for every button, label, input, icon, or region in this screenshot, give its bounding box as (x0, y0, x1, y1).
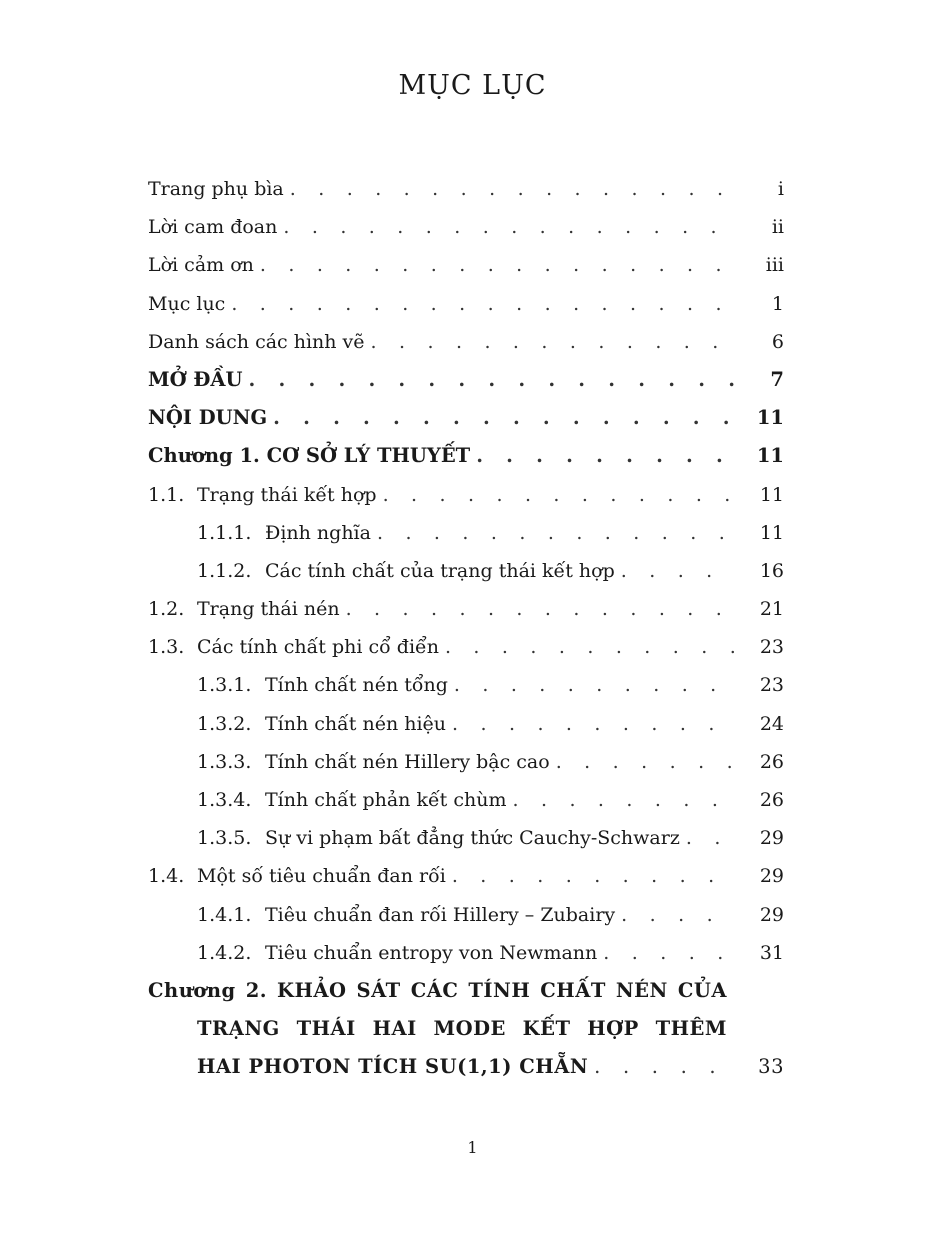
page-number: 1 (771, 292, 784, 315)
page-number: 31 (759, 941, 784, 964)
leader-dots (476, 437, 736, 475)
toc-entry[interactable] (148, 705, 784, 743)
table-of-contents (148, 170, 784, 1087)
toc-entry[interactable] (148, 514, 784, 552)
entry-title: Sự vi phạm bất đẳng thức Cauchy-Schwarz (265, 819, 686, 857)
leader-dots (512, 781, 736, 819)
leader-dots (454, 666, 736, 704)
leader-dots (594, 1048, 736, 1086)
page-number: 29 (759, 865, 784, 888)
leader-dots (231, 285, 736, 323)
leader-dots (556, 743, 736, 781)
page-number: 7 (770, 367, 784, 391)
entry-title: Trạng thái nén (197, 590, 346, 628)
entry-title: Trang phụ bìa (148, 170, 290, 208)
leader-dots (371, 323, 736, 361)
section-number: 1.1. (148, 483, 185, 506)
footer-page-number: 1 (467, 1138, 478, 1157)
section-number: 1.1.2. (197, 559, 252, 582)
entry-title: Tiêu chuẩn entropy von Newmann (265, 934, 603, 972)
leader-dots (249, 361, 736, 399)
toc-entry[interactable] (148, 628, 784, 666)
leader-dots (445, 628, 736, 666)
toc-entry-chapter-2[interactable] (148, 972, 784, 1087)
page-number: iii (765, 254, 784, 277)
leader-dots (383, 476, 736, 514)
section-number: 1.3.5. (197, 827, 252, 850)
page-number: 23 (759, 674, 784, 697)
toc-entry[interactable] (148, 857, 784, 895)
section-number: 1.2. (148, 598, 185, 621)
toc-entry[interactable] (148, 208, 784, 246)
section-number: 1.3.1. (197, 674, 252, 697)
entry-title: Mục lục (148, 285, 231, 323)
chapter-2-title-line-3 (148, 1048, 784, 1086)
chapter-2-title-line-1: Chương 2. KHẢO SÁT CÁC TÍNH CHẤT NÉN CỦA (148, 978, 727, 1002)
section-number: 1.4.1. (197, 903, 252, 926)
toc-entry[interactable] (148, 552, 784, 590)
toc-entry[interactable] (148, 476, 784, 514)
page-number: 6 (771, 330, 784, 353)
leader-dots (452, 857, 736, 895)
section-number: 1.3.4. (197, 789, 252, 811)
toc-entry[interactable] (148, 285, 784, 323)
toc-entry[interactable] (148, 743, 784, 781)
entry-title: Lời cam đoan (148, 208, 283, 246)
page-number: 11 (759, 483, 784, 506)
section-number: 1.1.1. (197, 521, 252, 544)
page-title: MỤC LỤC (398, 70, 547, 101)
leader-dots (283, 208, 736, 246)
page-number: 11 (759, 521, 784, 544)
page-number: ii (771, 216, 784, 239)
entry-title: Tính chất nén hiệu (265, 705, 452, 743)
page-number: 29 (759, 903, 784, 926)
toc-entry[interactable] (148, 361, 784, 399)
entry-title: NỘI DUNG (148, 399, 273, 437)
page-number: 33 (758, 1055, 784, 1079)
leader-dots (621, 552, 736, 590)
toc-entry[interactable] (148, 246, 784, 284)
page-number: 11 (756, 444, 784, 468)
entry-title: Các tính chất của trạng thái kết hợp (265, 552, 621, 590)
leader-dots (603, 934, 736, 972)
entry-title: MỞ ĐẦU (148, 361, 249, 399)
entry-title: Định nghĩa (265, 514, 377, 552)
entry-title: Tiêu chuẩn đan rối Hillery – Zubairy (265, 896, 621, 934)
leader-dots (290, 170, 736, 208)
toc-entry[interactable] (148, 323, 784, 361)
toc-entry[interactable] (148, 666, 784, 704)
section-number: 1.3.3. (197, 750, 252, 773)
toc-entry[interactable] (148, 590, 784, 628)
section-number: 1.4. (148, 865, 185, 888)
page-number: 26 (759, 789, 784, 811)
toc-entry[interactable] (148, 437, 784, 475)
leader-dots (621, 896, 736, 934)
page-number: 23 (759, 636, 784, 659)
section-number: 1.4.2. (197, 941, 252, 964)
entry-title: Danh sách các hình vẽ (148, 323, 371, 361)
toc-entry[interactable] (148, 819, 784, 857)
page-number: 11 (756, 406, 784, 430)
leader-dots (346, 590, 736, 628)
section-number: 1.3.2. (197, 712, 252, 735)
toc-entries (148, 170, 784, 972)
entry-title: Tính chất nén Hillery bậc cao (265, 743, 556, 781)
entry-title: Các tính chất phi cổ điển (197, 628, 445, 666)
entry-title: Trạng thái kết hợp (197, 476, 383, 514)
entry-title: Tính chất nén tổng (265, 666, 454, 704)
leader-dots (260, 246, 736, 284)
page-number: 21 (759, 598, 784, 621)
entry-title: Lời cảm ơn (148, 246, 260, 284)
toc-entry[interactable] (148, 934, 784, 972)
leader-dots (377, 514, 736, 552)
entry-title: Tính chất phản kết chùm (265, 781, 512, 819)
leader-dots (686, 819, 736, 857)
page-number: 16 (759, 559, 784, 582)
leader-dots (452, 705, 736, 743)
page-number: 26 (759, 750, 784, 773)
toc-entry[interactable] (148, 399, 784, 437)
page-number: 29 (759, 827, 784, 850)
section-number: 1.3. (148, 636, 185, 659)
toc-entry[interactable] (148, 781, 784, 819)
page-number: 24 (759, 712, 784, 735)
toc-entry[interactable] (148, 896, 784, 934)
entry-title: Chương 1. CƠ SỞ LÝ THUYẾT (148, 437, 476, 475)
chapter-2-title-line-3-text: HAI PHOTON TÍCH SU(1,1) CHẴN (197, 1048, 594, 1086)
chapter-2-title-line-2: TRẠNG THÁI HAI MODE KẾT HỢP THÊM (197, 1017, 727, 1041)
page-number: i (777, 178, 784, 200)
leader-dots (273, 399, 736, 437)
entry-title: Một số tiêu chuẩn đan rối (197, 857, 452, 895)
toc-entry[interactable] (148, 170, 784, 208)
